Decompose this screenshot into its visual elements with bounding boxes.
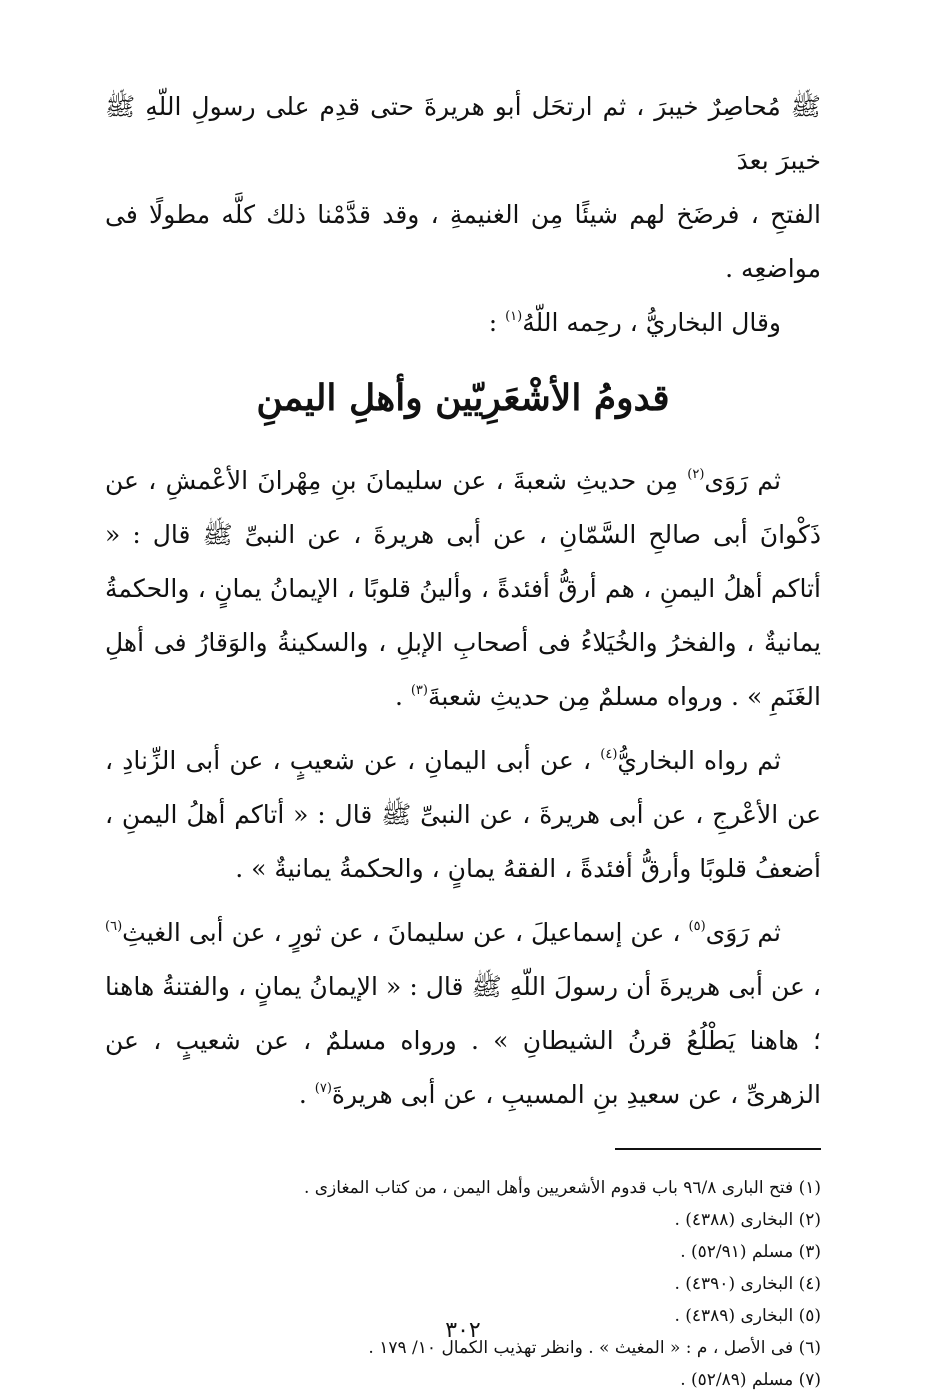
paragraph-1-body: مِن حديثِ شعبةَ ، عن سليمانَ بنِ مِهْرانَ الأعْمشِ ، عن ذَكْوانَ أبى صالحِ السَّمّانِ ، عن أبى هريرةَ ، عن النبىِّ ﷺ قال : « أتاكم أهلُ اليمنِ ، هم أرقُّ أفئدةً ، وألينُ قلوبًا ، الإيمانُ يمانٍ ، والحكمةُ يمانيةٌ ، والفخرُ والخُيَلاءُ فى أصحابِ الإبلِ ، والسكينةُ والوَقارُ فى أهلِ الغَنَمِ » . ورواه مسلمٌ مِن حديثِ شعبةَ <box>105 466 821 711</box>
section-heading: قدومُ الأشْعَرِيّين وأهلِ اليمنِ <box>256 377 670 419</box>
opening-line-1: ﷺ مُحاصِرٌ خيبرَ ، ثم ارتحَل أبو هريرةَ حتى قدِم على رسولِ اللّهِ ﷺ خيبرَ بعدَ <box>105 92 821 175</box>
footnote-ref: (٣) <box>410 682 428 698</box>
paragraph-1 <box>105 454 821 724</box>
paragraph-1-start: ثم رَوَى <box>704 466 781 495</box>
opening-line-2: الفتحِ ، فرضَخ لهم شيئًا مِن الغنيمةِ ، وقد قدَّمْنا ذلك كلَّه مطولًا فى مواضعِه . <box>105 200 821 283</box>
footnote-ref: (٤) <box>600 746 618 762</box>
footnote-7: (٧) مسلم (٥٢/٨٩) . <box>680 1370 821 1390</box>
footnote-ref: (٥) <box>688 918 706 934</box>
document-page <box>105 80 821 1390</box>
footnote-6: (٦) فى الأصل ، م : « المغيث » . وانظر تهذيب الكمال ١٠/ ١٧٩ . <box>368 1338 821 1358</box>
footnote-2: (٢) البخارى (٤٣٨٨) . <box>674 1210 821 1230</box>
footnotes-list <box>105 1172 821 1396</box>
paragraph-2-start: ثم رواه البخاريُّ <box>617 746 782 775</box>
paragraph-3 <box>105 906 821 1122</box>
footnote-ref: (٦) <box>105 918 123 934</box>
footnote-3: (٣) مسلم (٥٢/٩١) . <box>680 1242 821 1262</box>
opening-text <box>105 80 821 350</box>
paragraph-3-end: . <box>298 1080 315 1109</box>
footnote-ref: (٧) <box>314 1080 332 1096</box>
footnote-divider <box>615 1148 821 1150</box>
paragraph-1-end: . <box>394 682 411 711</box>
footnote-ref: (٢) <box>687 466 705 482</box>
paragraph-3-body: ، عن إسماعيلَ ، عن سليمانَ ، عن ثورٍ ، عن أبى الغيثِ <box>122 918 689 947</box>
paragraph-3-start: ثم رَوَى <box>705 918 781 947</box>
quote-intro <box>105 296 821 350</box>
footnote-1: (١) فتح البارى ٩٦/٨ باب قدوم الأشعريين وأهل اليمن ، من كتاب المغازى . <box>303 1178 821 1198</box>
paragraph-3-body-2: ، عن أبى هريرةَ أن رسولَ اللّهِ ﷺ قال : « الإيمانُ يمانٍ ، والفتنةُ هاهنا ؛ هاهنا يَطْلُعُ قرنُ الشيطانِ » . ورواه مسلمٌ ، عن شعيبٍ ، عن الزهرىِّ ، عن سعيدِ بنِ المسيبِ ، عن أبى هريرةَ <box>105 972 821 1109</box>
page-number: ٣٠٢ <box>445 1318 481 1343</box>
footnote-4: (٤) البخارى (٤٣٩٠) . <box>674 1274 821 1294</box>
footnote-5: (٥) البخارى (٤٣٨٩) . <box>674 1306 821 1326</box>
paragraph-2 <box>105 734 821 896</box>
quote-intro-text: وقال البخاريُّ ، رحِمه اللّهُ <box>522 308 781 337</box>
quote-intro-end: : <box>488 308 506 337</box>
footnote-ref: (١) <box>505 308 523 324</box>
paragraph-2-body: ، عن أبى اليمانِ ، عن شعيبٍ ، عن أبى الزِّنادِ ، عن الأعْرجِ ، عن أبى هريرةَ ، عن النبىِّ ﷺ قال : « أتاكم أهلُ اليمنِ ، أضعفُ قلوبًا وأرقُّ أفئدةً ، الفقهُ يمانٍ ، والحكمةُ يمانيةٌ » . <box>105 746 821 883</box>
